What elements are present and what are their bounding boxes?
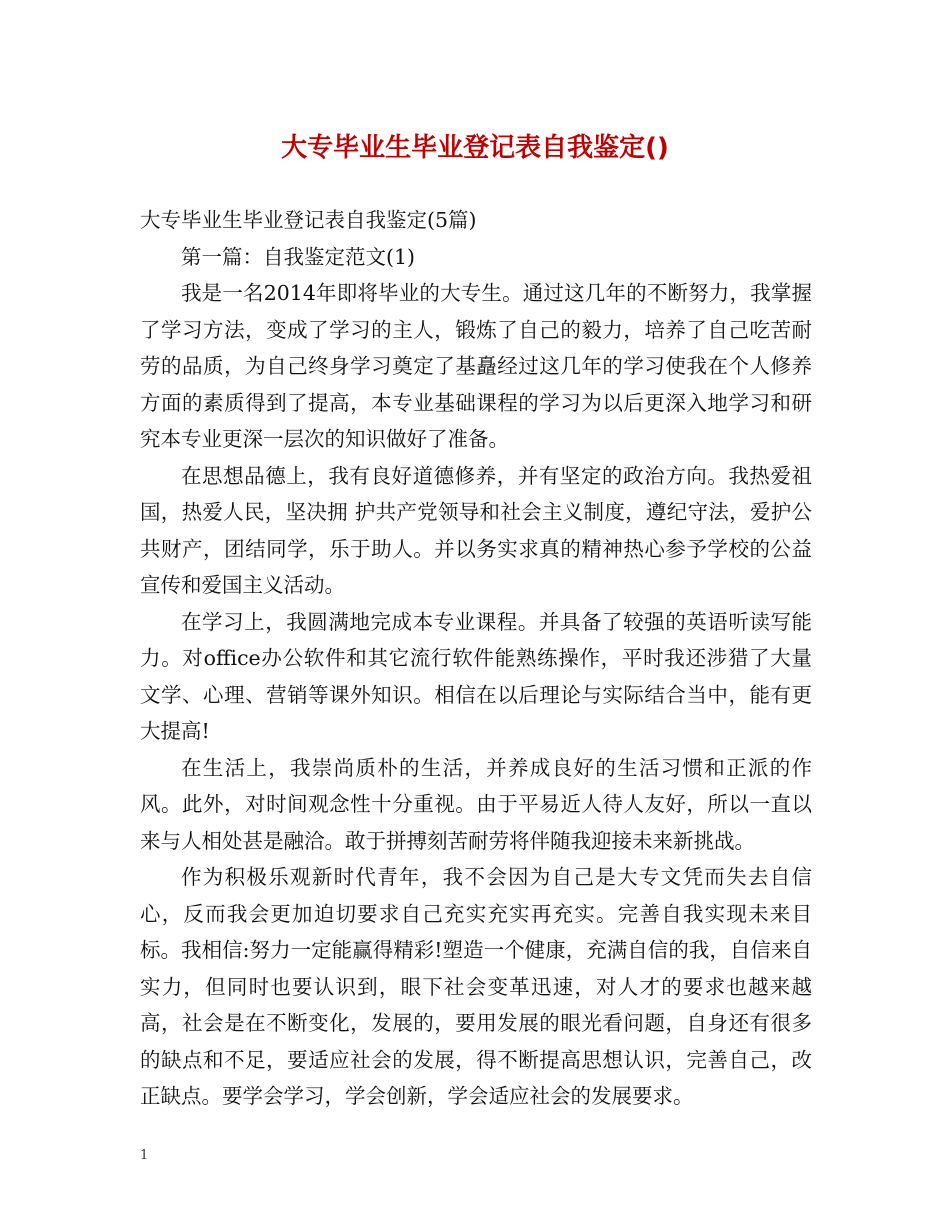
document-body bbox=[140, 202, 812, 1115]
page-number: 1 bbox=[140, 1148, 149, 1163]
paragraph-life: 在生活上，我崇尚质朴的生活，并养成良好的生活习惯和正派的作风。此外，对时间观念性十分重视。由于平易近人待人友好，所以一直以来与人相处甚是融洽。敢于拼搏刻苦耐劳将伴随我迎接未来新挑战。 bbox=[140, 755, 812, 853]
paragraph-intro: 我是一名2014年即将毕业的大专生。通过这几年的不断努力，我掌握了学习方法，变成了学习的主人，锻炼了自己的毅力，培养了自己吃苦耐劳的品质，为自己终身学习奠定了基矗经过这几年的学习使我在个人修养方面的素质得到了提高，本专业基础课程的学习为以后更深入地学习和研究本专业更深一层次的知识做好了准备。 bbox=[140, 281, 812, 451]
paragraph-study: 在学习上，我圆满地完成本专业课程。并具备了较强的英语听读写能力。对office办公软件和其它流行软件能熟练操作，平时我还涉猎了大量文学、心理、营销等课外知识。相信在以后理论与实际结合当中，能有更大提高! bbox=[140, 609, 812, 743]
document-subtitle: 大专毕业生毕业登记表自我鉴定(5篇) bbox=[140, 208, 477, 232]
paragraph-outlook: 作为积极乐观新时代青年，我不会因为自己是大专文凭而失去自信心，反而我会更加迫切要求自己充实充实再充实。完善自我实现未来目标。我相信:努力一定能赢得精彩!塑造一个健康，充满自信的我，自信来自实力，但同时也要认识到，眼下社会变革迅速，对人才的要求也越来越高，社会是在不断变化，发展的，要用发展的眼光看问题，自身还有很多的缺点和不足，要适应社会的发展，得不断提高思想认识，完善自己，改正缺点。要学会学习，学会创新，学会适应社会的发展要求。 bbox=[140, 865, 812, 1108]
paragraph-morality: 在思想品德上，我有良好道德修养，并有坚定的政治方向。我热爱祖国，热爱人民，坚决拥 护共产党领导和社会主义制度，遵纪守法，爱护公共财产，团结同学，乐于助人。并以务实求真的精神热心参予学校的公益宣传和爱国主义活动。 bbox=[140, 463, 812, 597]
section-heading: 第一篇：自我鉴定范文(1) bbox=[181, 244, 416, 269]
document-title: 大专毕业生毕业登记表自我鉴定() bbox=[281, 133, 669, 163]
